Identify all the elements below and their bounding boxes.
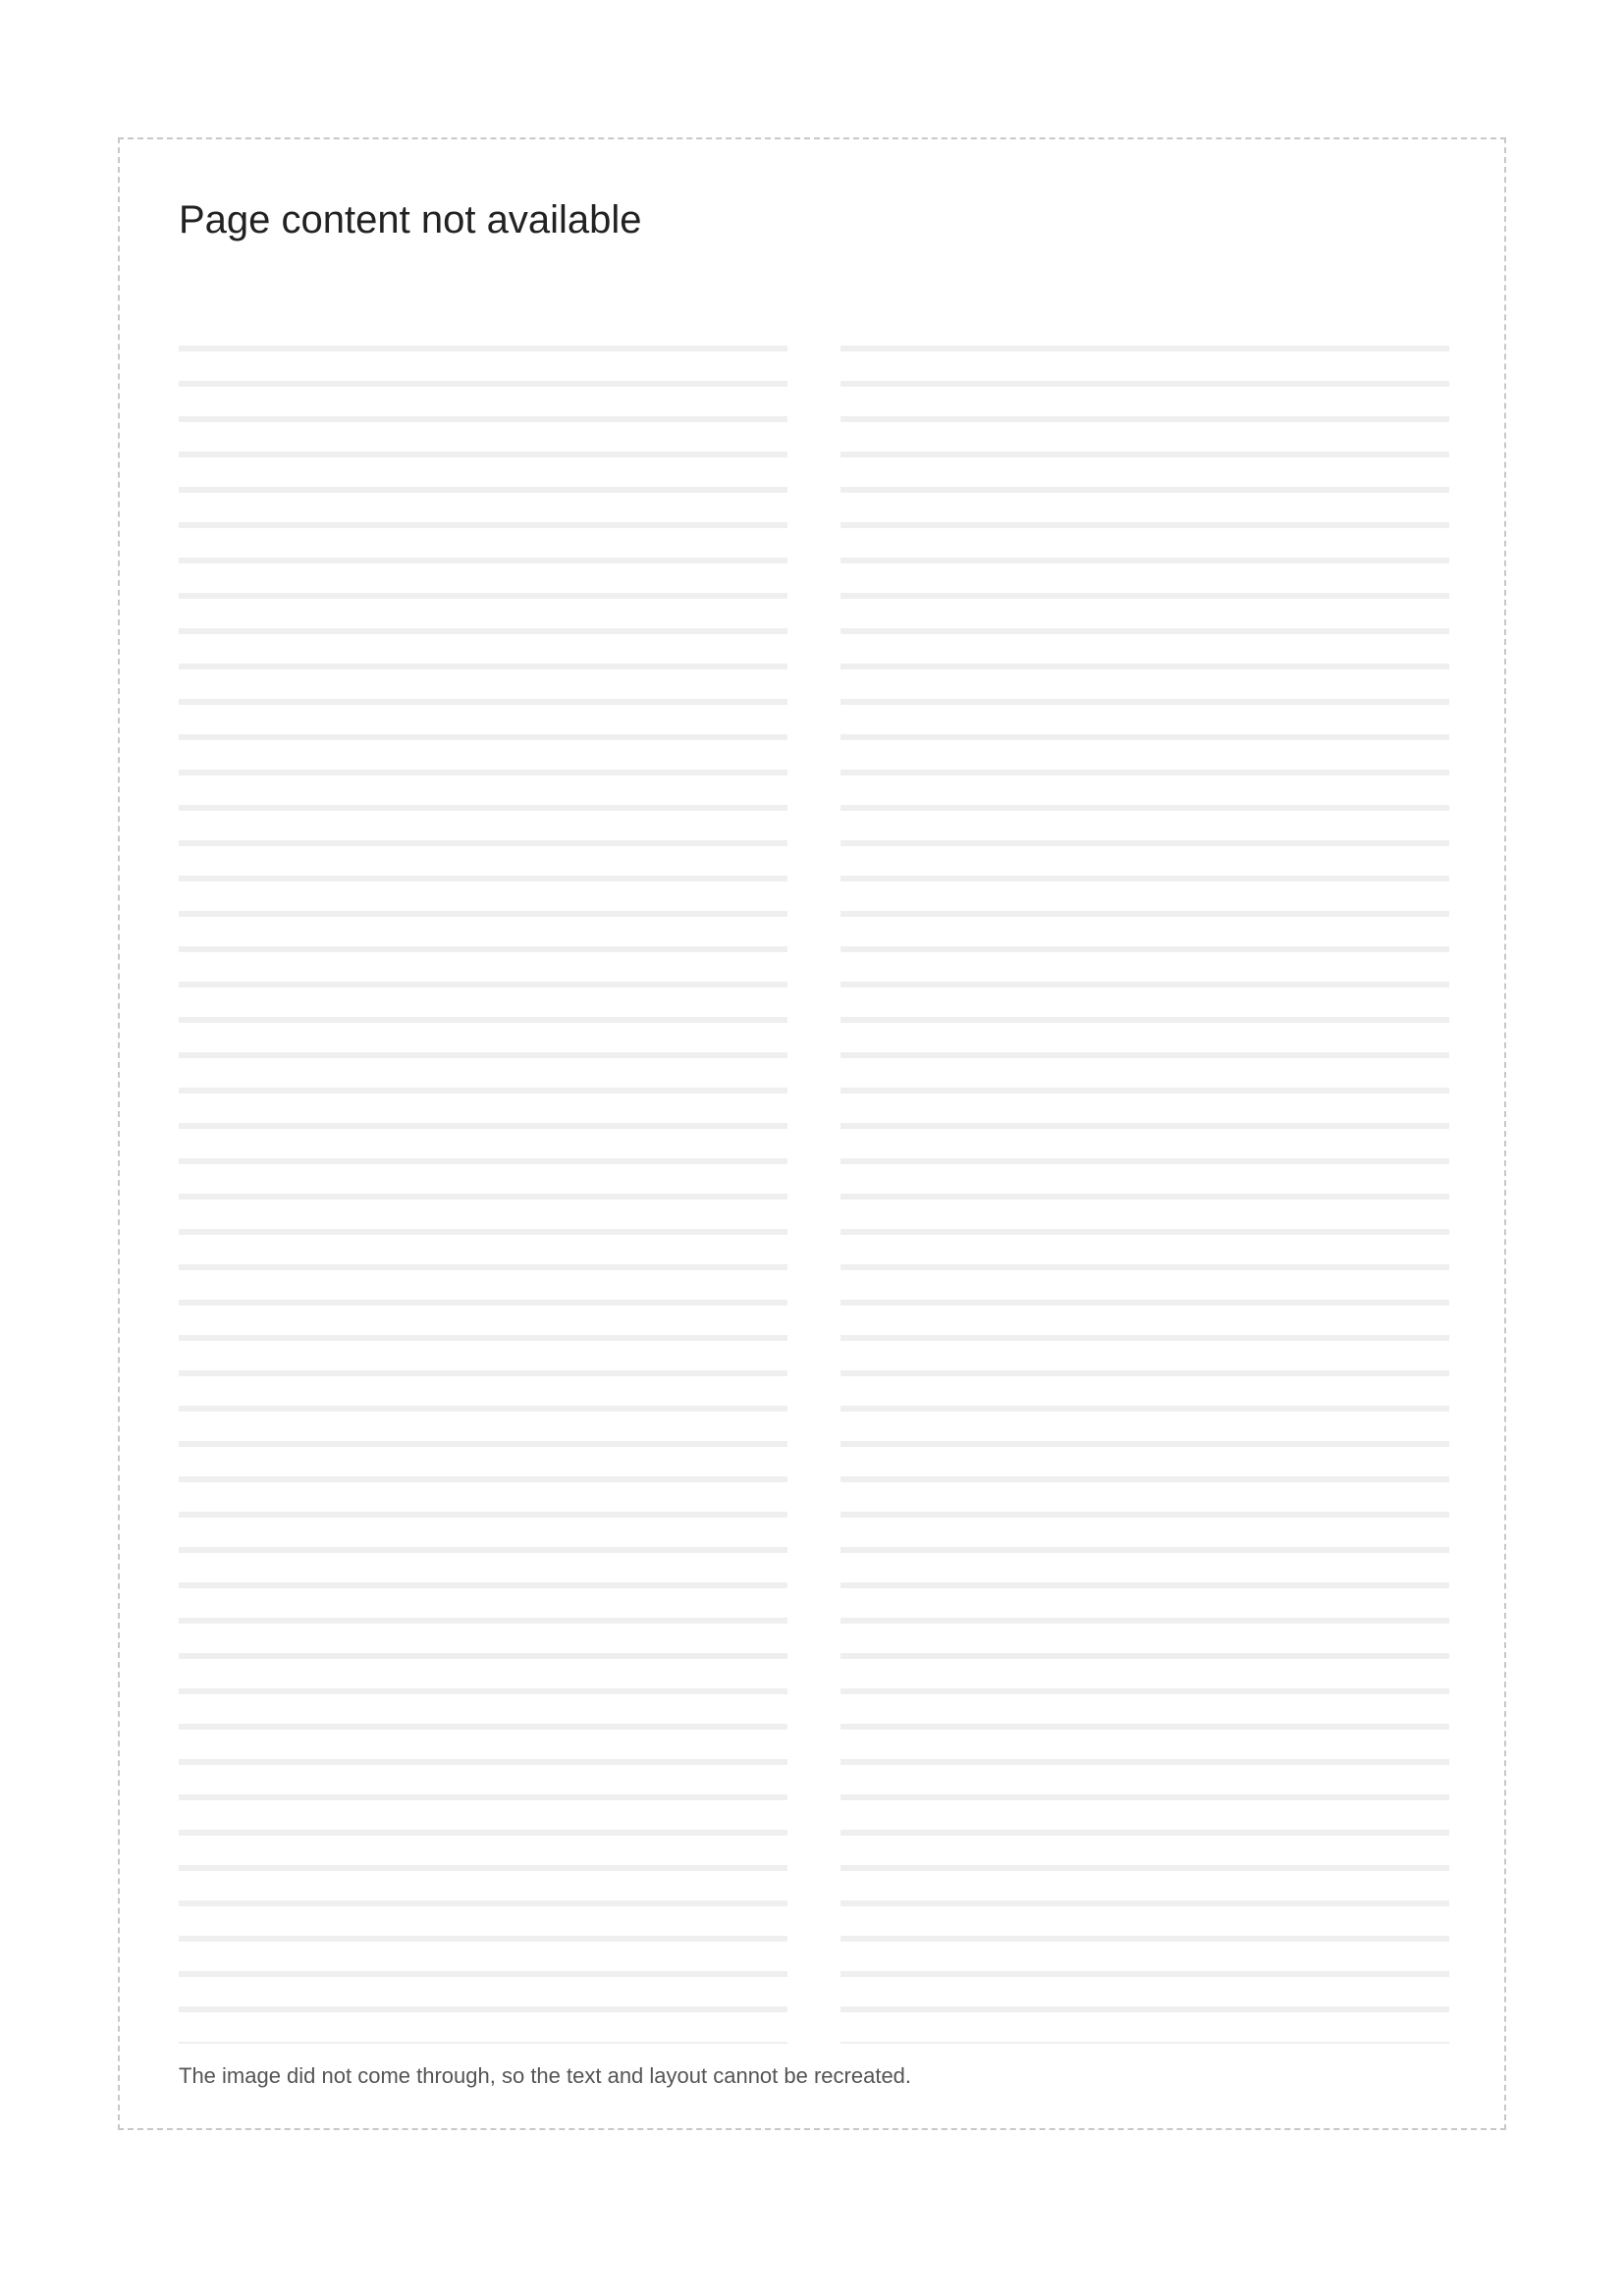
text-column-left-placeholder xyxy=(179,316,787,2044)
text-column-right-placeholder xyxy=(840,316,1449,2044)
document-page xyxy=(118,137,1506,2130)
missing-image-notice: The image did not come through, so the text and layout cannot be recreated. xyxy=(179,2063,912,2088)
page-title: Page content not available xyxy=(179,198,642,241)
